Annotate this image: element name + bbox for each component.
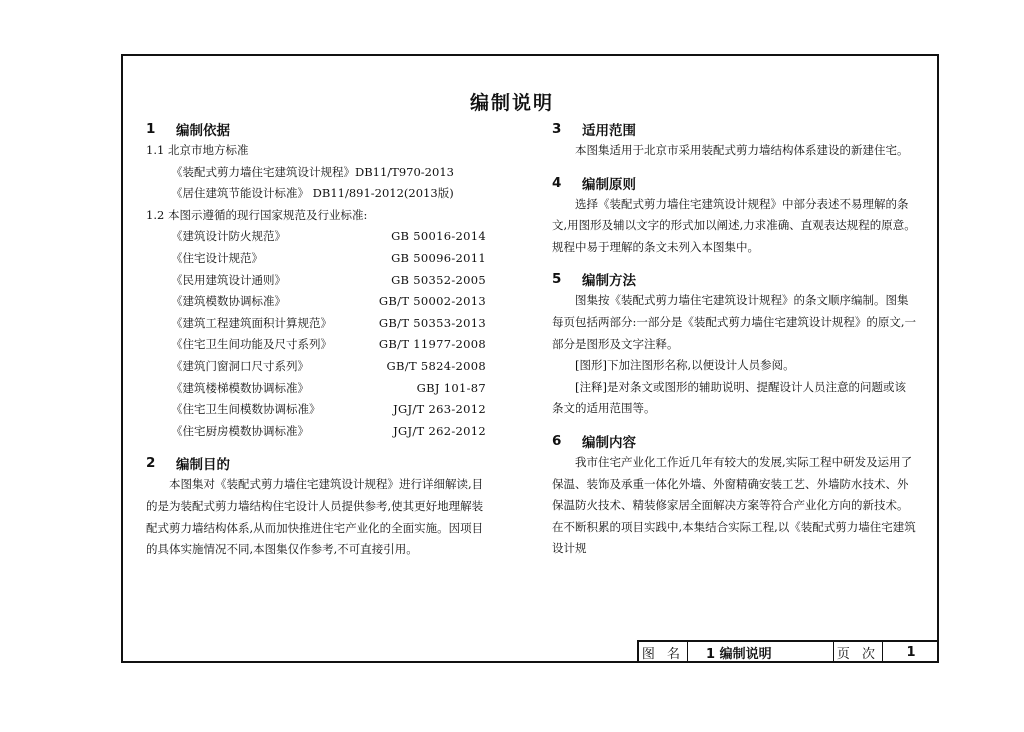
section-number: 1 — [146, 121, 156, 137]
standard-name: 《建筑模数协调标准》 — [171, 294, 286, 309]
spacer — [146, 442, 486, 452]
standard-code: GB 50016-2014 — [391, 229, 486, 244]
standard-name: 《民用建筑设计通则》 — [171, 272, 286, 287]
section-6-text: 我市住宅产业化工作近几年有较大的发展,实际工程中研发及运用了保温、装饰及承重一体化外墙、外窗精确安装工艺、外墙防水技术、外保温防火技术、精装修家居全面解决方案等符合产业化方向的新技术。在不断积累的项目实践中,本集结合实际工程,以《装配式剪力墙住宅建筑设计规 — [552, 454, 916, 556]
section-1-heading — [146, 118, 486, 140]
standard-row — [146, 291, 486, 313]
section-title: 编制方法 — [582, 273, 636, 290]
standard-code: GBJ 101-87 — [416, 380, 486, 395]
section-title: 编制目的 — [176, 457, 230, 474]
standard-name: 《住宅设计规范》 — [171, 250, 263, 265]
spacer — [552, 420, 917, 430]
subsection-1-1: 1.1 北京市地方标准 — [146, 143, 249, 157]
standard-code: GB/T 50002-2013 — [378, 294, 486, 309]
standard-name: 《住宅卫生间功能及尺寸系列》 — [171, 337, 332, 352]
standard-name: 《住宅卫生间模数协调标准》 — [171, 402, 321, 417]
section-6-heading — [552, 430, 917, 452]
page-title: 编制说明 — [469, 92, 554, 114]
standard-name: 《建筑楼梯模数协调标准》 — [171, 380, 309, 395]
section-number: 3 — [552, 121, 562, 137]
standard-code: GB/T 11977-2008 — [378, 337, 486, 352]
section-4-heading — [552, 172, 917, 194]
section-3-heading — [552, 118, 917, 140]
section-2-heading — [146, 452, 486, 474]
section-number: 6 — [552, 432, 562, 449]
section-title: 编制依据 — [176, 123, 230, 139]
standard-name: 《住宅厨房模数协调标准》 — [171, 423, 309, 438]
section-title: 编制内容 — [582, 434, 636, 451]
standard-row — [146, 356, 486, 378]
standard-code: GB 50096-2011 — [391, 250, 486, 265]
section-2-text: 本图集对《装配式剪力墙住宅建筑设计规程》进行详细解读,目的是为装配式剪力墙结构住宅设计人员提供参考,使其更好地理解装配式剪力墙结构体系,从而加快推进住宅产业化的全面实施。因项目的具体实施情况不同,本图集仅作参考,不可直接引用。 — [146, 477, 484, 557]
standard-row — [146, 334, 486, 356]
standard-row — [146, 313, 486, 335]
page-number-value: 1 — [906, 645, 916, 660]
section-title: 适用范围 — [582, 123, 636, 139]
local-standard: 《居住建筑节能设计标准》 DB11/891-2012(2013版) — [171, 186, 454, 201]
section-number: 4 — [552, 174, 562, 191]
standard-row — [146, 399, 486, 421]
title-block — [637, 640, 939, 663]
standard-row — [146, 378, 486, 400]
section-title: 编制原则 — [582, 176, 636, 193]
section-number: 5 — [552, 271, 562, 288]
standard-row — [146, 270, 486, 292]
section-number: 2 — [146, 455, 156, 472]
standard-code: JGJ/T 262-2012 — [393, 423, 486, 438]
section-5-text: 图集按《装配式剪力墙住宅建筑设计规程》的条文顺序编制。图集每页包括两部分:一部分是《装配式剪力墙住宅建筑设计规程》的原文,一部分是图形及文字注释。 — [552, 293, 917, 351]
right-column — [552, 118, 917, 560]
subsection-1-2: 1.2 本图示遵循的现行国家规范及行业标准: — [146, 207, 368, 222]
spacer — [552, 162, 917, 172]
left-column — [146, 118, 486, 561]
local-standard: 《装配式剪力墙住宅建筑设计规程》DB11/T970-2013 — [171, 164, 454, 179]
standard-code: GB/T 5824-2008 — [386, 358, 486, 373]
spacer — [552, 258, 917, 268]
drawing-name-label: 图 名 — [639, 642, 688, 663]
standard-code: JGJ/T 263-2012 — [393, 402, 486, 417]
section-5-figure-note: [图形]下加注图形名称,以便设计人员参阅。 — [575, 358, 795, 373]
section-4-text: 选择《装配式剪力墙住宅建筑设计规程》中部分表述不易理解的条文,用图形及辅以文字的形式加以阐述,力求准确、直观表达规程的原意。规程中易于理解的条文未列入本图集中。 — [552, 196, 916, 254]
standard-name: 《建筑设计防火规范》 — [171, 229, 286, 244]
standard-name: 《建筑门窗洞口尺寸系列》 — [171, 358, 309, 373]
section-5-annotation-note: [注释]是对条文或图形的辅助说明、提醒设计人员注意的问题或该条文的适用范围等。 — [552, 379, 906, 416]
drawing-name-value: 1 编制说明 — [688, 642, 834, 663]
standard-name: 《建筑工程建筑面积计算规范》 — [171, 315, 332, 330]
standard-row — [146, 421, 486, 443]
section-3-text: 本图集适用于北京市采用装配式剪力墙结构体系建设的新建住宅。 — [575, 143, 909, 157]
section-5-heading — [552, 268, 917, 290]
standard-row — [146, 248, 486, 270]
standard-code: GB/T 50353-2013 — [378, 315, 486, 330]
standard-code: GB 50352-2005 — [391, 272, 486, 287]
standard-row — [146, 226, 486, 248]
page-number-label: 页 次 — [834, 642, 883, 663]
